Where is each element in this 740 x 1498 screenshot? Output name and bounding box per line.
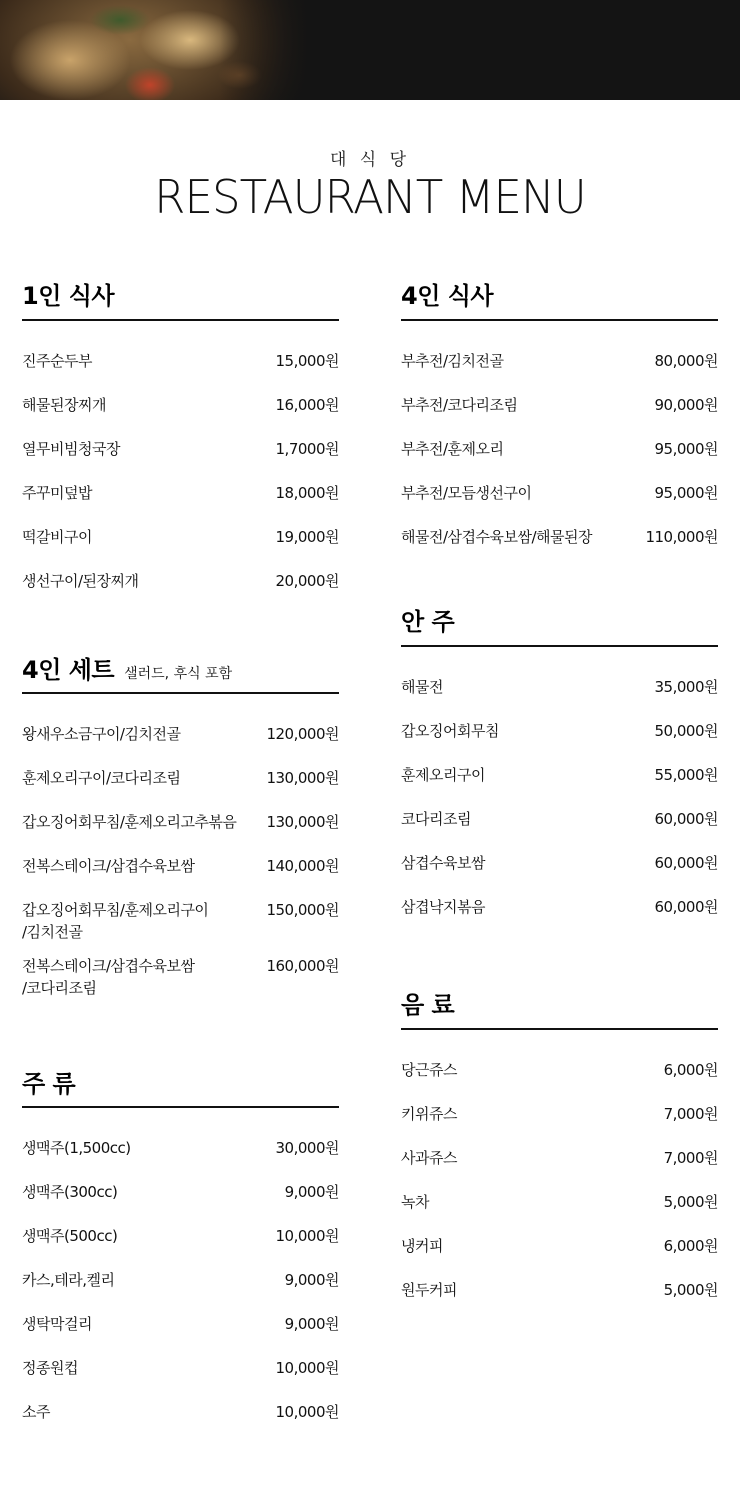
menu-item-name: 정종원컵 [22,1359,78,1377]
section-header-liquor [22,1064,75,1099]
menu-item [22,1269,339,1291]
menu-title: RESTAURANT MENU [154,170,586,224]
menu-item-price: 55,000원 [654,766,718,784]
menu-item-name: 전복스테이크/삼겹수육보쌈 [22,857,195,875]
menu-item [22,767,339,789]
section-divider [22,319,339,321]
menu-item-name: 갑오징어회무침/훈제오리구이 /김치전골 [22,901,209,941]
menu-item-price: 20,000원 [275,572,339,590]
menu-item-name: 부추전/김치전골 [401,352,504,370]
section-note: 샐러드, 후식 포함 [124,666,233,682]
menu-item-name: 녹차 [401,1193,429,1211]
section-header-beverages [401,985,454,1020]
menu-item [401,350,718,372]
menu-item [22,394,339,416]
section-header-set-for-four [22,650,232,685]
menu-item-price: 90,000원 [654,396,718,414]
menu-item [401,676,718,698]
section-header-side-dishes [401,602,454,637]
menu-item-name: 갑오징어회무침 [401,722,499,740]
menu-item-name: 삼겹낙지볶음 [401,898,485,916]
menu-item [22,482,339,504]
section-title: 4인 세트 [22,656,115,684]
menu-item-price: 10,000원 [275,1403,339,1421]
menu-item-price: 95,000원 [654,484,718,502]
menu-item-name: 생맥주(1,500cc) [22,1139,131,1157]
menu-item-price: 18,000원 [275,484,339,502]
menu-item-name: 원두커피 [401,1281,457,1299]
menu-item-price: 5,000원 [663,1281,718,1299]
menu-item-price: 50,000원 [654,722,718,740]
menu-item [401,1103,718,1125]
menu-item-name: 냉커피 [401,1237,443,1255]
menu-item [401,438,718,460]
menu-item [401,1147,718,1169]
menu-item-name: 생선구이/된장찌개 [22,572,139,590]
menu-item-name: 생맥주(300cc) [22,1183,118,1201]
menu-item [401,526,718,548]
hero-banner [0,0,740,100]
section-title: 주 류 [22,1070,76,1098]
menu-item-price: 9,000원 [284,1183,339,1201]
menu-item-price: 60,000원 [654,810,718,828]
section-divider [401,319,718,321]
menu-item-name: 주꾸미덮밥 [22,484,92,502]
menu-item-price: 95,000원 [654,440,718,458]
menu-item-name: 떡갈비구이 [22,528,92,546]
menu-item-price: 1,7000원 [275,440,339,458]
menu-item [22,855,339,877]
menu-item-name: 해물전/삼겹수육보쌈/해물된장 [401,528,592,546]
menu-item-price: 35,000원 [654,678,718,696]
restaurant-name: 대 식 당 [329,150,411,170]
food-photo [0,0,310,100]
menu-item-name: 훈제오리구이 [401,766,485,784]
section-title: 4인 식사 [401,282,494,310]
menu-item [401,1235,718,1257]
menu-item-name: 키위쥬스 [401,1105,457,1123]
menu-item-price: 140,000원 [266,857,339,875]
menu-item-name: 생탁막걸리 [22,1315,92,1333]
section-header-meal-for-four [401,276,493,311]
menu-item-name: 코다리조림 [401,810,471,828]
menu-item [22,1401,339,1423]
menu-item-price: 130,000원 [266,769,339,787]
menu-item-price: 10,000원 [275,1359,339,1377]
menu-item-price: 60,000원 [654,854,718,872]
menu-item-price: 130,000원 [266,813,339,831]
menu-item [401,394,718,416]
menu-item-price: 10,000원 [275,1227,339,1245]
menu-item [401,1279,718,1301]
menu-item-name: 해물된장찌개 [22,396,106,414]
menu-item-name: 열무비빔청국장 [22,440,120,458]
menu-item-name: 부추전/모듬생선구이 [401,484,532,502]
menu-item-price: 9,000원 [284,1271,339,1289]
section-title: 안 주 [401,608,455,636]
menu-item-name: 훈제오리구이/코다리조림 [22,769,181,787]
menu-item-price: 6,000원 [663,1061,718,1079]
section-header-single-meal [22,276,114,311]
menu-item-name: 삼겹수육보쌈 [401,854,485,872]
menu-item [22,1225,339,1247]
menu-item [22,438,339,460]
menu-item-name: 부추전/코다리조림 [401,396,518,414]
menu-item-name: 소주 [22,1403,50,1421]
menu-item-price: 150,000원 [266,901,339,919]
section-title: 1인 식사 [22,282,115,310]
menu-item-price: 9,000원 [284,1315,339,1333]
menu-item [401,1191,718,1213]
menu-item [22,1313,339,1335]
section-divider [401,645,718,647]
menu-item [22,526,339,548]
menu-item-price: 7,000원 [663,1105,718,1123]
section-divider [401,1028,718,1030]
menu-item-price: 5,000원 [663,1193,718,1211]
menu-item-name: 사과쥬스 [401,1149,457,1167]
menu-item-name: 진주순두부 [22,352,92,370]
menu-item-price: 160,000원 [266,957,339,975]
menu-item-name: 생맥주(500cc) [22,1227,118,1245]
menu-item [401,808,718,830]
menu-item [401,482,718,504]
menu-item [22,1181,339,1203]
menu-item-name: 부추전/훈제오리 [401,440,504,458]
menu-item [401,764,718,786]
menu-item-name: 당근쥬스 [401,1061,457,1079]
menu-item [401,720,718,742]
menu-item [22,811,339,833]
menu-item [22,899,339,943]
menu-item [401,852,718,874]
menu-item [22,723,339,745]
menu-item-price: 15,000원 [275,352,339,370]
menu-item-name: 해물전 [401,678,443,696]
menu-item-price: 19,000원 [275,528,339,546]
section-divider [22,1106,339,1108]
menu-item [22,570,339,592]
menu-item [401,1059,718,1081]
menu-item-name: 갑오징어회무침/훈제오리고추볶음 [22,813,237,831]
menu-item-name: 왕새우소금구이/김치전골 [22,725,181,743]
menu-item-name: 카스,테라,켈리 [22,1271,115,1289]
menu-item-price: 80,000원 [654,352,718,370]
menu-item-price: 30,000원 [275,1139,339,1157]
section-title: 음 료 [401,991,455,1019]
menu-item-price: 60,000원 [654,898,718,916]
menu-item-price: 120,000원 [266,725,339,743]
menu-item-price: 7,000원 [663,1149,718,1167]
menu-item-price: 110,000원 [645,528,718,546]
menu-item [22,955,339,999]
menu-item [22,1357,339,1379]
menu-item-price: 6,000원 [663,1237,718,1255]
menu-item [22,350,339,372]
menu-item-name: 전복스테이크/삼겹수육보쌈 /코다리조림 [22,957,195,997]
menu-item-price: 16,000원 [275,396,339,414]
section-divider [22,692,339,694]
menu-item [401,896,718,918]
menu-item [22,1137,339,1159]
